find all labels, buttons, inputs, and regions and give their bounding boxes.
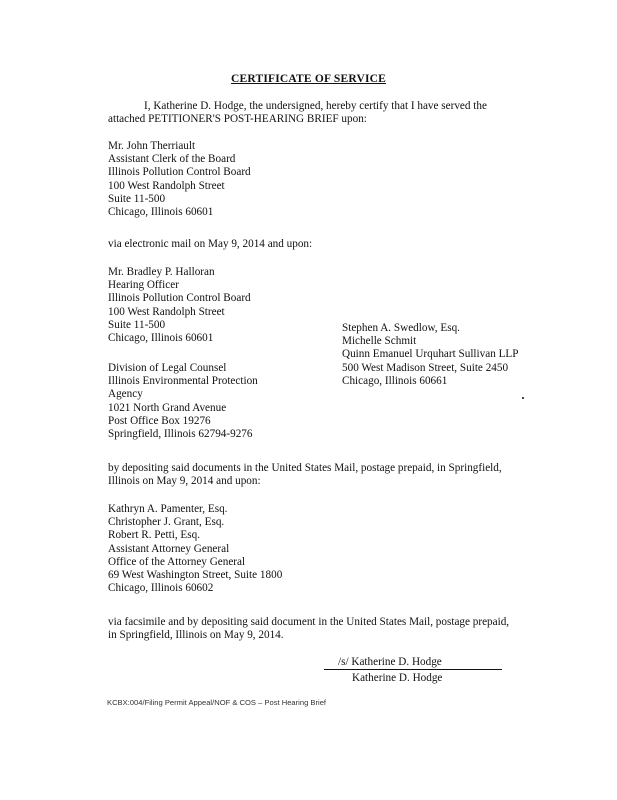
- service-method-email: via electronic mail on May 9, 2014 and upon:: [108, 238, 313, 250]
- document-footer: KCBX:004/Filing Permit Appeal/NOF & COS – Post Hearing Brief: [107, 698, 327, 707]
- address-line: Assistant Attorney General: [108, 542, 230, 555]
- address-line: Mr. John Therriault: [108, 140, 196, 152]
- recipient-iepa-address: [108, 362, 258, 441]
- address-line: Springfield, Illinois 62794-9276: [108, 428, 253, 441]
- service-method-fax-line-2: in Springfield, Illinois on May 9, 2014.: [108, 629, 284, 641]
- address-line: 500 West Madison Street, Suite 2450: [342, 361, 509, 374]
- address-line: Quinn Emanuel Urquhart Sullivan LLP: [342, 348, 519, 361]
- address-line: Stephen A. Swedlow, Esq.: [342, 322, 460, 334]
- address-line: 1021 North Grand Avenue: [108, 401, 227, 414]
- address-line: Office of the Attorney General: [108, 555, 246, 568]
- signer-name: Katherine D. Hodge: [352, 672, 443, 684]
- recipient-hearing-officer-address: [108, 266, 251, 345]
- address-line: Post Office Box 19276: [108, 414, 211, 427]
- intro-line-2: attached PETITIONER'S POST-HEARING BRIEF upon:: [108, 113, 367, 125]
- address-line: Robert R. Petti, Esq.: [108, 529, 200, 542]
- address-line: Illinois Pollution Control Board: [108, 292, 251, 305]
- address-line: Division of Legal Counsel: [108, 362, 227, 374]
- service-method-mail-line-2: Illinois on May 9, 2014 and upon:: [108, 475, 261, 487]
- address-line: Hearing Officer: [108, 279, 179, 292]
- address-line: Chicago, Illinois 60661: [342, 374, 448, 387]
- intro-line-1: I, Katherine D. Hodge, the undersigned, hereby certify that I have served the: [144, 100, 487, 112]
- address-line: Chicago, Illinois 60601: [108, 332, 214, 345]
- service-method-mail-line-1: by depositing said documents in the United States Mail, postage prepaid, in Springfield,: [108, 462, 502, 474]
- document-title: CERTIFICATE OF SERVICE: [230, 73, 387, 85]
- scan-speck: [522, 397, 524, 399]
- address-line: Assistant Clerk of the Board: [108, 153, 236, 166]
- address-line: Illinois Pollution Control Board: [108, 166, 251, 179]
- address-line: 100 West Randolph Street: [108, 179, 225, 192]
- address-line: Illinois Environmental Protection: [108, 375, 258, 388]
- address-line: Mr. Bradley P. Halloran: [108, 266, 215, 278]
- recipient-quinn-emanuel-address: [342, 322, 519, 388]
- address-line: Chicago, Illinois 60602: [108, 582, 214, 595]
- recipient-clerk-address: [108, 140, 251, 219]
- address-line: Chicago, Illinois 60601: [108, 206, 214, 219]
- address-line: Suite 11-500: [108, 192, 166, 205]
- address-line: Suite 11-500: [108, 318, 166, 331]
- address-line: 100 West Randolph Street: [108, 305, 225, 318]
- address-line: Christopher J. Grant, Esq.: [108, 516, 225, 529]
- address-line: Kathryn A. Pamenter, Esq.: [108, 503, 228, 515]
- signature-line: /s/ Katherine D. Hodge: [324, 656, 502, 670]
- address-line: 69 West Washington Street, Suite 1800: [108, 569, 283, 582]
- address-line: Agency: [108, 388, 143, 401]
- address-line: Michelle Schmit: [342, 335, 417, 348]
- service-method-fax-line-1: via facsimile and by depositing said document in the United States Mail, postage prepaid,: [108, 616, 510, 628]
- recipient-attorney-general-address: [108, 503, 282, 595]
